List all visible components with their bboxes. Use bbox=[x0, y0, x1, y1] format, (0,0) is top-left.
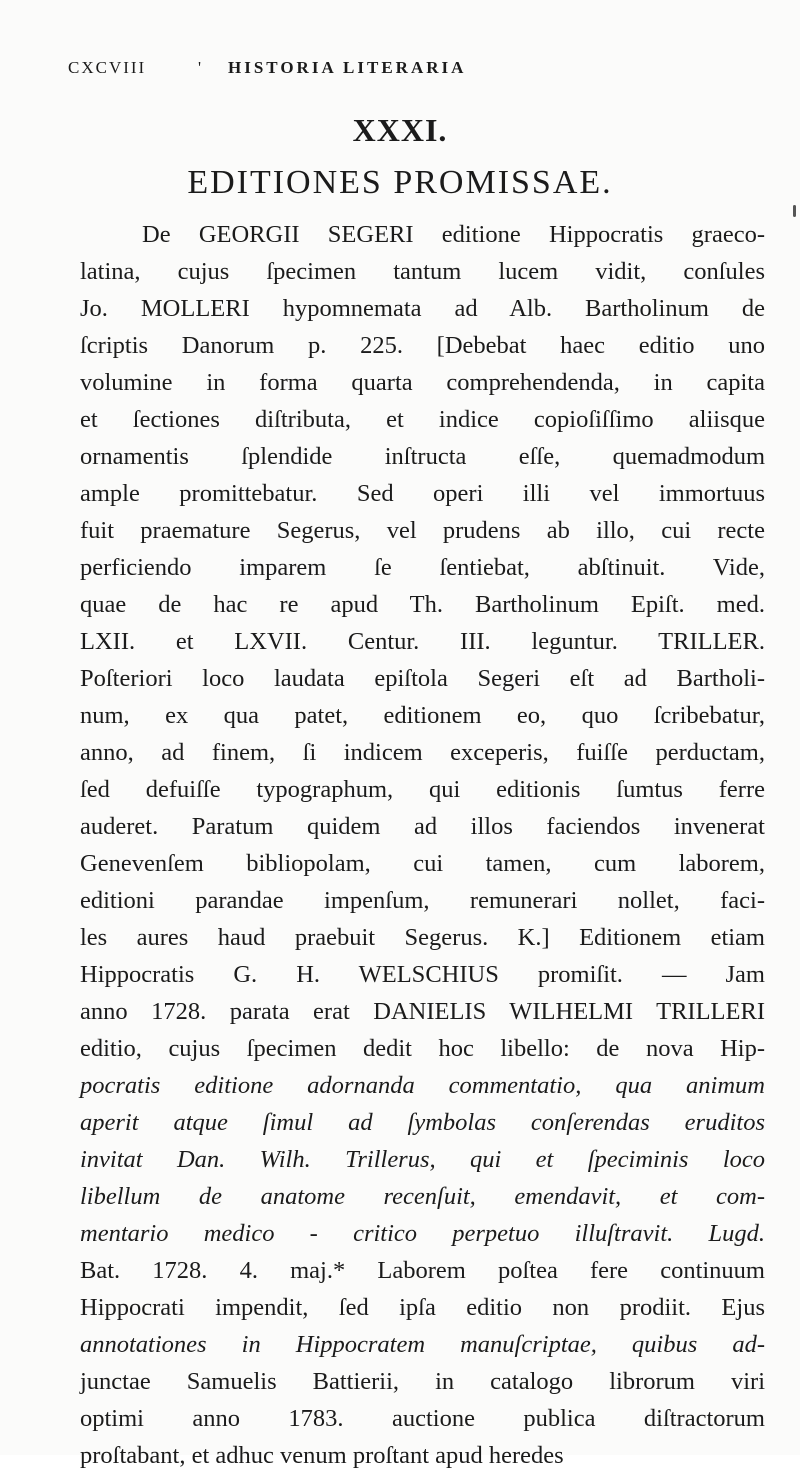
text-line: volumine in forma quarta comprehendenda, in capita bbox=[80, 369, 765, 396]
text-line: les aures haud praebuit Segerus. K.] Editionem etiam bbox=[80, 924, 765, 951]
text-line: Poſteriori loco laudata epiſtola Segeri eſt ad Bartholi- bbox=[80, 665, 765, 692]
body-text bbox=[80, 216, 765, 1474]
text-line: Jo. MOLLERI hypomnemata ad Alb. Bartholinum de bbox=[80, 295, 765, 322]
text-line: num, ex qua patet, editionem eo, quo ſcribebatur, bbox=[80, 702, 765, 729]
text-line: editioni parandae impenſum, remunerari nollet, faci- bbox=[80, 887, 765, 914]
text-line: mentario medico - critico perpetuo illuſtravit. Lugd. bbox=[80, 1220, 765, 1247]
running-title: HISTORIA LITERARIA bbox=[228, 58, 467, 77]
text-line: aperit atque ſimul ad ſymbolas conſerendas eruditos bbox=[80, 1109, 765, 1136]
text-line: libellum de anatome recenſuit, emendavit, et com- bbox=[80, 1183, 765, 1210]
text-line: junctae Samuelis Battierii, in catalogo librorum viri bbox=[80, 1368, 765, 1395]
running-header bbox=[68, 58, 728, 88]
text-line: pocratis editione adornanda commentatio, qua animum bbox=[80, 1072, 765, 1099]
text-line: quae de hac re apud Th. Bartholinum Epiſt. med. bbox=[80, 591, 765, 618]
header-mark: ' bbox=[198, 58, 204, 77]
text-line: Hippocratis G. H. WELSCHIUS promiſit. — Jam bbox=[80, 961, 765, 988]
text-line: proſtabant, et adhuc venum proſtant apud heredes bbox=[80, 1442, 564, 1469]
text-line: auderet. Paratum quidem ad illos faciendos invenerat bbox=[80, 813, 765, 840]
text-line: ſcriptis Danorum p. 225. [Debebat haec editio uno bbox=[80, 332, 765, 359]
text-line: Genevenſem bibliopolam, cui tamen, cum laborem, bbox=[80, 850, 765, 877]
text-line: perficiendo imparem ſe ſentiebat, abſtinuit. Vide, bbox=[80, 554, 765, 581]
text-line: anno 1728. parata erat DANIELIS WILHELMI TRILLERI bbox=[80, 998, 765, 1025]
text-line: ornamentis ſplendide inſtructa eſſe, quemadmodum bbox=[80, 443, 765, 470]
text-line: anno, ad finem, ſi indicem exceperis, fuiſſe perductam, bbox=[80, 739, 765, 766]
text-line: editio, cujus ſpecimen dedit hoc libello: de nova Hip- bbox=[80, 1035, 765, 1062]
section-title: EDITIONES PROMISSAE. bbox=[187, 164, 613, 201]
page-number: CXCVIII bbox=[68, 58, 147, 77]
text-line: LXII. et LXVII. Centur. III. leguntur. TRILLER. bbox=[80, 628, 765, 655]
text-line: De GEORGII SEGERI editione Hippocratis graeco- bbox=[142, 221, 765, 248]
text-line: optimi anno 1783. auctione publica diſtractorum bbox=[80, 1405, 765, 1432]
text-line: et ſectiones diſtributa, et indice copioſiſſimo aliisque bbox=[80, 406, 765, 433]
text-line: fuit praemature Segerus, vel prudens ab illo, cui recte bbox=[80, 517, 765, 544]
text-line: Bat. 1728. 4. maj.* Laborem poſtea fere continuum bbox=[80, 1257, 765, 1284]
text-line: ſed defuiſſe typographum, qui editionis ſumtus ferre bbox=[80, 776, 765, 803]
text-line: annotationes in Hippocratem manuſcriptae, quibus ad- bbox=[80, 1331, 765, 1358]
text-line: invitat Dan. Wilh. Trillerus, qui et ſpeciminis loco bbox=[80, 1146, 765, 1173]
section-number: XXXI. bbox=[352, 112, 448, 148]
text-line: ample promittebatur. Sed operi illi vel immortuus bbox=[80, 480, 765, 507]
text-line: latina, cujus ſpecimen tantum lucem vidit, conſules bbox=[80, 258, 765, 285]
text-line: Hippocrati impendit, ſed ipſa editio non prodiit. Ejus bbox=[80, 1294, 765, 1321]
page-edge-mark bbox=[793, 205, 796, 217]
